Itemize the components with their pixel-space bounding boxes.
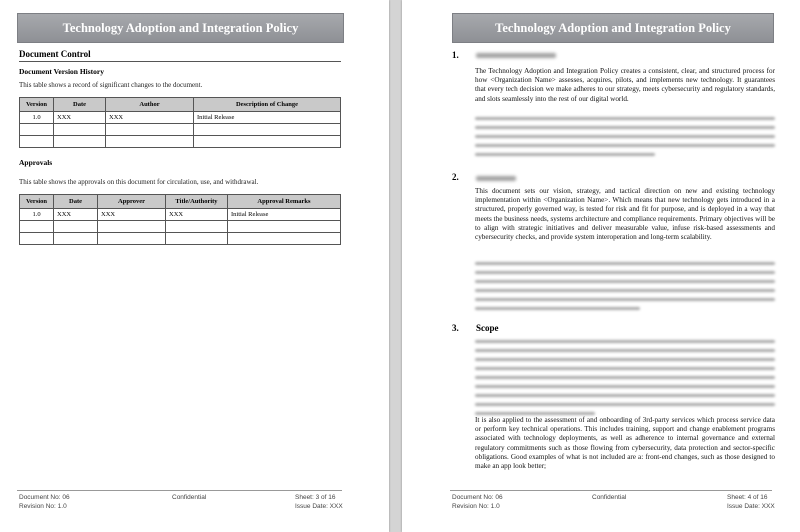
page-banner: Technology Adoption and Integration Policy xyxy=(452,13,774,43)
table-row xyxy=(20,221,341,233)
section-title: Scope xyxy=(476,323,499,333)
table-row xyxy=(20,112,341,124)
section-paragraph: The Technology Adoption and Integration Policy creates a consistent, clear, and structured process for how <Organization Name> assesses, acquires, pilots, and implements new technology. It guarantees that every tech decision we make adheres to our strategy, meets cybersecurity and regulatory standards, and slots seamlessly into the rest of our digital world. xyxy=(475,67,775,103)
table-cell: XXX xyxy=(166,209,228,221)
heading-rule xyxy=(19,61,341,62)
section-number: 1. xyxy=(452,50,459,60)
column-header: Approval Remarks xyxy=(228,195,341,209)
footer-rule xyxy=(17,490,342,491)
table-header-row xyxy=(20,98,341,112)
table-cell xyxy=(166,233,228,245)
table-cell: 1.0 xyxy=(20,209,54,221)
footer-doc-no: Document No: 06 xyxy=(19,494,70,501)
table-cell: 1.0 xyxy=(20,112,54,124)
footer-issue-date: Issue Date: XXX xyxy=(295,503,343,510)
table-cell xyxy=(20,233,54,245)
table-cell: XXX xyxy=(98,209,166,221)
table-cell xyxy=(20,221,54,233)
footer-revision: Revision No: 1.0 xyxy=(452,503,500,510)
table-cell xyxy=(54,124,106,136)
version-history-intro: This table shows a record of significant changes to the document. xyxy=(19,81,203,89)
section-paragraph: It is also applied to the assessment of and onboarding of 3rd-party services which process service data or perform key technical operations. This includes training, support and change enablement programs associated with technology deployments, as well as adherence to internal governance and external regulatory commitments such as those flowing from cybersecurity, data protection and sector-specific obligations. Good examples of what is not included are a: front-end changes, such as those designed to make an app look better; xyxy=(475,416,775,471)
table-row xyxy=(20,209,341,221)
approvals-table xyxy=(19,194,341,245)
blurred-text xyxy=(475,340,775,421)
footer-sheet: Sheet: 4 of 16 xyxy=(727,494,768,501)
approvals-intro: This table shows the approvals on this document for circulation, use, and withdrawal. xyxy=(19,178,259,186)
table-cell xyxy=(20,136,54,148)
column-header: Title/Authority xyxy=(166,195,228,209)
table-row xyxy=(20,124,341,136)
document-control-heading: Document Control xyxy=(19,49,91,59)
table-cell xyxy=(98,221,166,233)
footer-classification: Confidential xyxy=(592,494,627,501)
section-paragraph: This document sets our vision, strategy, and tactical direction on new and existing technology implementation within <Organization Name>. Which means that new technology gets introduced in a structured, properly governed way, is tested for risk and fit for purpose, and is deployed in a way that meets the business needs, systems architecture and compliance requirements. Primary objectives will be to align with strategic initiatives and deliver measurable value, infuse risk-based assessments and cybersecurity checks, and provide system interoperation and long-term scalability. xyxy=(475,187,775,242)
table-cell: XXX xyxy=(54,209,98,221)
footer-issue-date: Issue Date: XXX xyxy=(727,503,775,510)
column-header: Author xyxy=(106,98,194,112)
table-cell xyxy=(98,233,166,245)
blurred-text xyxy=(475,262,775,316)
table-cell xyxy=(228,233,341,245)
table-cell xyxy=(106,136,194,148)
column-header: Version xyxy=(20,195,54,209)
blurred-text xyxy=(475,117,775,162)
section-number: 3. xyxy=(452,323,459,333)
column-header: Date xyxy=(54,195,98,209)
table-cell: XXX xyxy=(106,112,194,124)
version-history-heading: Document Version History xyxy=(19,67,104,76)
footer-sheet: Sheet: 3 of 16 xyxy=(295,494,336,501)
column-header: Version xyxy=(20,98,54,112)
table-row xyxy=(20,136,341,148)
table-cell xyxy=(54,221,98,233)
table-cell: XXX xyxy=(54,112,106,124)
version-history-table xyxy=(19,97,341,148)
column-header: Description of Change xyxy=(194,98,341,112)
approvals-heading: Approvals xyxy=(19,158,53,167)
footer-doc-no: Document No: 06 xyxy=(452,494,503,501)
table-cell xyxy=(194,124,341,136)
blurred-section-title xyxy=(476,53,556,58)
footer-rule xyxy=(450,490,772,491)
table-cell xyxy=(228,221,341,233)
table-cell: Initial Release xyxy=(228,209,341,221)
footer-revision: Revision No: 1.0 xyxy=(19,503,67,510)
table-header-row xyxy=(20,195,341,209)
table-row xyxy=(20,233,341,245)
document-page-3 xyxy=(0,0,389,532)
blurred-section-title xyxy=(476,176,516,181)
table-cell xyxy=(54,233,98,245)
table-cell xyxy=(54,136,106,148)
section-number: 2. xyxy=(452,172,459,182)
table-cell xyxy=(194,136,341,148)
column-header: Approver xyxy=(98,195,166,209)
footer-classification: Confidential xyxy=(172,494,207,501)
table-cell xyxy=(106,124,194,136)
table-cell xyxy=(20,124,54,136)
table-cell: Initial Release xyxy=(194,112,341,124)
column-header: Date xyxy=(54,98,106,112)
page-banner: Technology Adoption and Integration Policy xyxy=(17,13,344,43)
table-cell xyxy=(166,221,228,233)
